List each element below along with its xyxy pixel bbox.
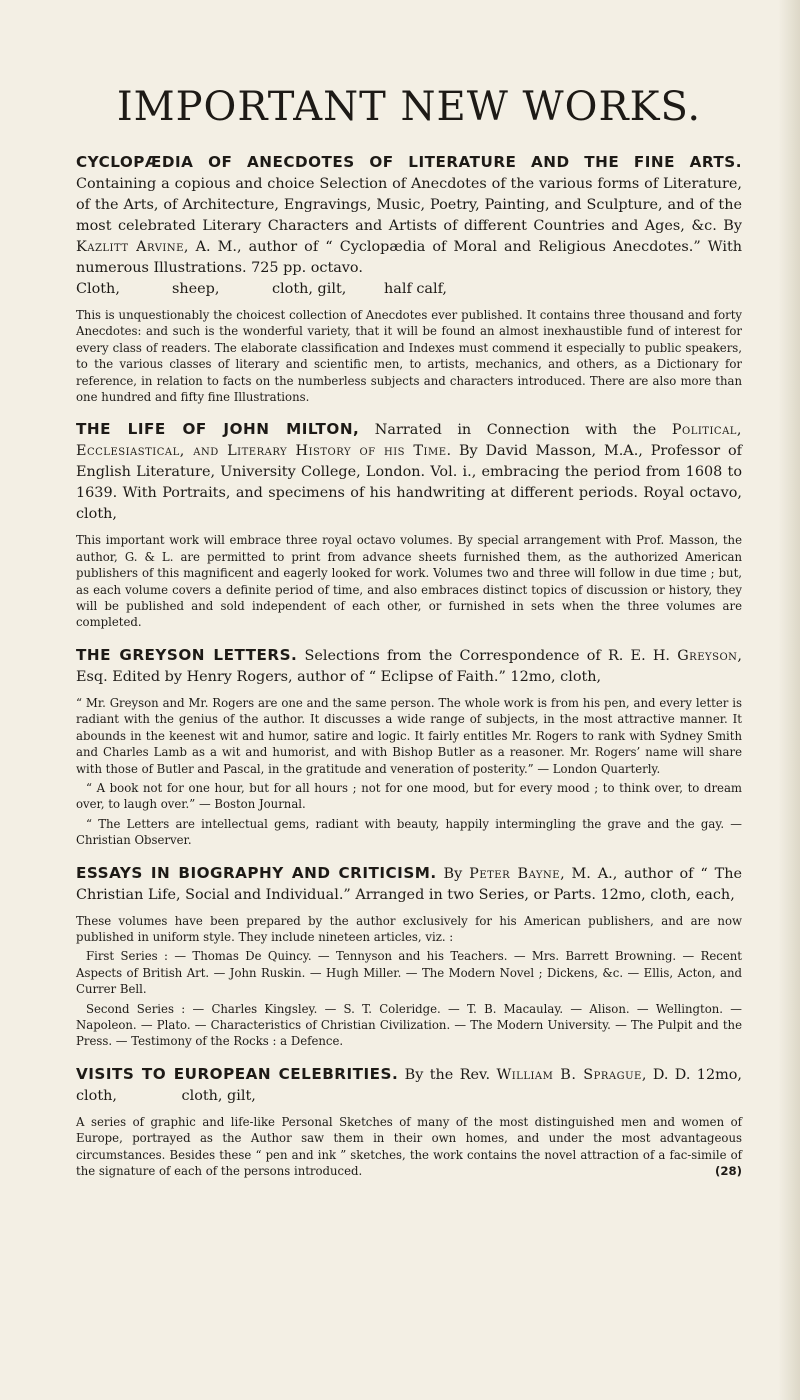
book-author: Political, Ecclesiastical, and Literary History of his Time [76, 422, 743, 460]
book-entry [76, 645, 742, 849]
book-title: CYCLOPÆDIA OF ANECDOTES OF LITERATURE AND THE FINE ARTS. [76, 153, 742, 171]
book-description-cont: . By David Masson, M.A., Professor of English Literature, University College, London. Vol. i., embracing the period from 1608 to 1639. With Portraits, and specimens of his handwriting at different periods. Royal octavo, cloth, [76, 443, 742, 523]
book-entry [76, 419, 742, 630]
entry-note: “ A book not for one hour, but for all hours ; not for one mood, but for every mood ; to think over, to dream over, to laugh over.” — Boston Journal. [76, 780, 742, 812]
entry-note: These volumes have been prepared by the author exclusively for his American publishers, and are now published in uniform style. They include nineteen articles, viz. : [76, 913, 742, 944]
entry-heading-block [76, 419, 742, 525]
book-title: THE LIFE OF JOHN MILTON, [76, 420, 360, 439]
entry-heading-block [76, 863, 742, 906]
entry-note: This important work will embrace three royal octavo volumes. By special arrangement with Prof. Masson, the author, G. & L. are permitted to print from advance sheets furnished them, as the authorized American publishers of this magnificent and eagerly looked for work. Volumes two and three will follow in due time ; but, as each volume covers a definite period of time, and also embraces distinct topics of discussion or history, they will be published and sold independent of each other, or furnished in sets when the three volumes are completed. [76, 533, 742, 630]
format-item: cloth, gilt, [181, 1087, 256, 1104]
page-number: (28) [715, 1164, 742, 1178]
format-item: sheep, [172, 281, 220, 297]
page-title: IMPORTANT NEW WORKS. [116, 84, 702, 130]
entry-heading-block [76, 1064, 742, 1107]
book-entry [76, 863, 742, 1050]
book-author: Greyson [677, 647, 738, 664]
format-item: Cloth, [76, 281, 120, 297]
book-title: VISITS TO EUROPEAN CELEBRITIES. [76, 1064, 399, 1083]
book-description-cont: , D. D. 12mo, cloth, [76, 1066, 742, 1104]
book-title: THE GREYSON LETTERS. [76, 645, 298, 664]
page-edge-shadow [778, 0, 800, 1400]
entry-note: Second Series : — Charles Kingsley. — S. T. Coleridge. — T. B. Macaulay. — Alison. — Wellington. — Napoleon. — Plato. — Characteristics of Christian Civilization. — The Modern University. — The Pulpit and the Press. — Testimony of the Rocks : a Defence. [76, 1001, 742, 1049]
book-description: Narrated in Connection with the [359, 422, 672, 439]
format-list [76, 279, 742, 300]
book-author: Kazlitt Arvine [76, 239, 184, 255]
book-description: By [436, 865, 470, 882]
book-description: By the Rev. [398, 1066, 497, 1083]
book-description-cont: , M. A., author of “ The Christian Life, Social and Individual.” Arranged in two Series, or Parts. 12mo, cloth, each, [76, 865, 742, 903]
book-description-cont: , Esq. Edited by Henry Rogers, author of “ Eclipse of Faith.” 12mo, cloth, [76, 647, 742, 685]
entry-note: First Series : — Thomas De Quincy. — Tennyson and his Teachers. — Mrs. Barrett Browning. — Recent Aspects of British Art. — John Ruskin. — Hugh Miller. — The Modern Novel ; Dickens, &c. — Ellis, Acton, and Currer Bell. [76, 949, 742, 997]
book-title: ESSAYS IN BIOGRAPHY AND CRITICISM. [76, 863, 437, 882]
book-description: Containing a copious and choice Selection of Anecdotes of the various forms of Literature, of the Arts, of Architecture, Engravings, Music, Poetry, Painting, and Sculpture, and of the most celebrated Literary Characters and Artists of different Countries and Ages, &c. By [76, 176, 742, 234]
entry-note: This is unquestionably the choicest collection of Anecdotes ever published. It contains three thousand and forty Anecdotes: and such is the wonderful variety, that it will be found an almost inexhaustible fund of interest for every class of readers. The elaborate classification and Indexes must commend it especially to public speakers, to the various classes of literary and scientific men, to artists, mechanics, and others, as a Dictionary for reference, in relation to facts on the numberless subjects and characters introduced. There are also more than one hundred and fifty fine Illustrations. [76, 308, 742, 405]
book-entry [76, 1064, 742, 1180]
book-author: William B. Sprague [496, 1066, 642, 1083]
format-item: half calf, [384, 281, 447, 297]
book-description-cont: , A. M., author of “ Cyclopædia of Moral and Religious Anecdotes.” With numerous Illustrations. 725 pp. octavo. [76, 239, 742, 276]
entry-note: “ Mr. Greyson and Mr. Rogers are one and the same person. The whole work is from his pen, and every letter is radiant with the genius of the author. It discusses a wide range of subjects, in the most attractive manner. It abounds in the keenest wit and humor, satire and logic. It fairly entitles Mr. Rogers to rank with Sydney Smith and Charles Lamb as a wit and humorist, and with Bishop Butler as a reasoner. Mr. Rogers’ name will share with those of Butler and Pascal, in the gratitude and veneration of posterity.” — London Quarterly. [76, 695, 742, 776]
entry-note-text: A series of graphic and life-like Personal Sketches of many of the most distinguished men and women of Europe, portrayed as the Author saw them in their own homes, and under the most advantageous circumstances. Besides these “ pen and ink ” sketches, the work contains the novel attraction of a fac-simile of the signature of each of the persons introduced. [76, 1114, 742, 1178]
entry-heading-block [76, 152, 742, 300]
entry-note: “ The Letters are intellectual gems, radiant with beauty, happily intermingling the grave and the gay. — Christian Observer. [76, 816, 742, 848]
entry-note [76, 1114, 742, 1180]
book-description: Selections from the Correspondence of R. E. H. [297, 647, 678, 664]
book-author: Peter Bayne [469, 865, 561, 882]
format-item: cloth, gilt, [272, 281, 347, 297]
entry-heading-block [76, 645, 742, 688]
book-entry [76, 152, 742, 405]
